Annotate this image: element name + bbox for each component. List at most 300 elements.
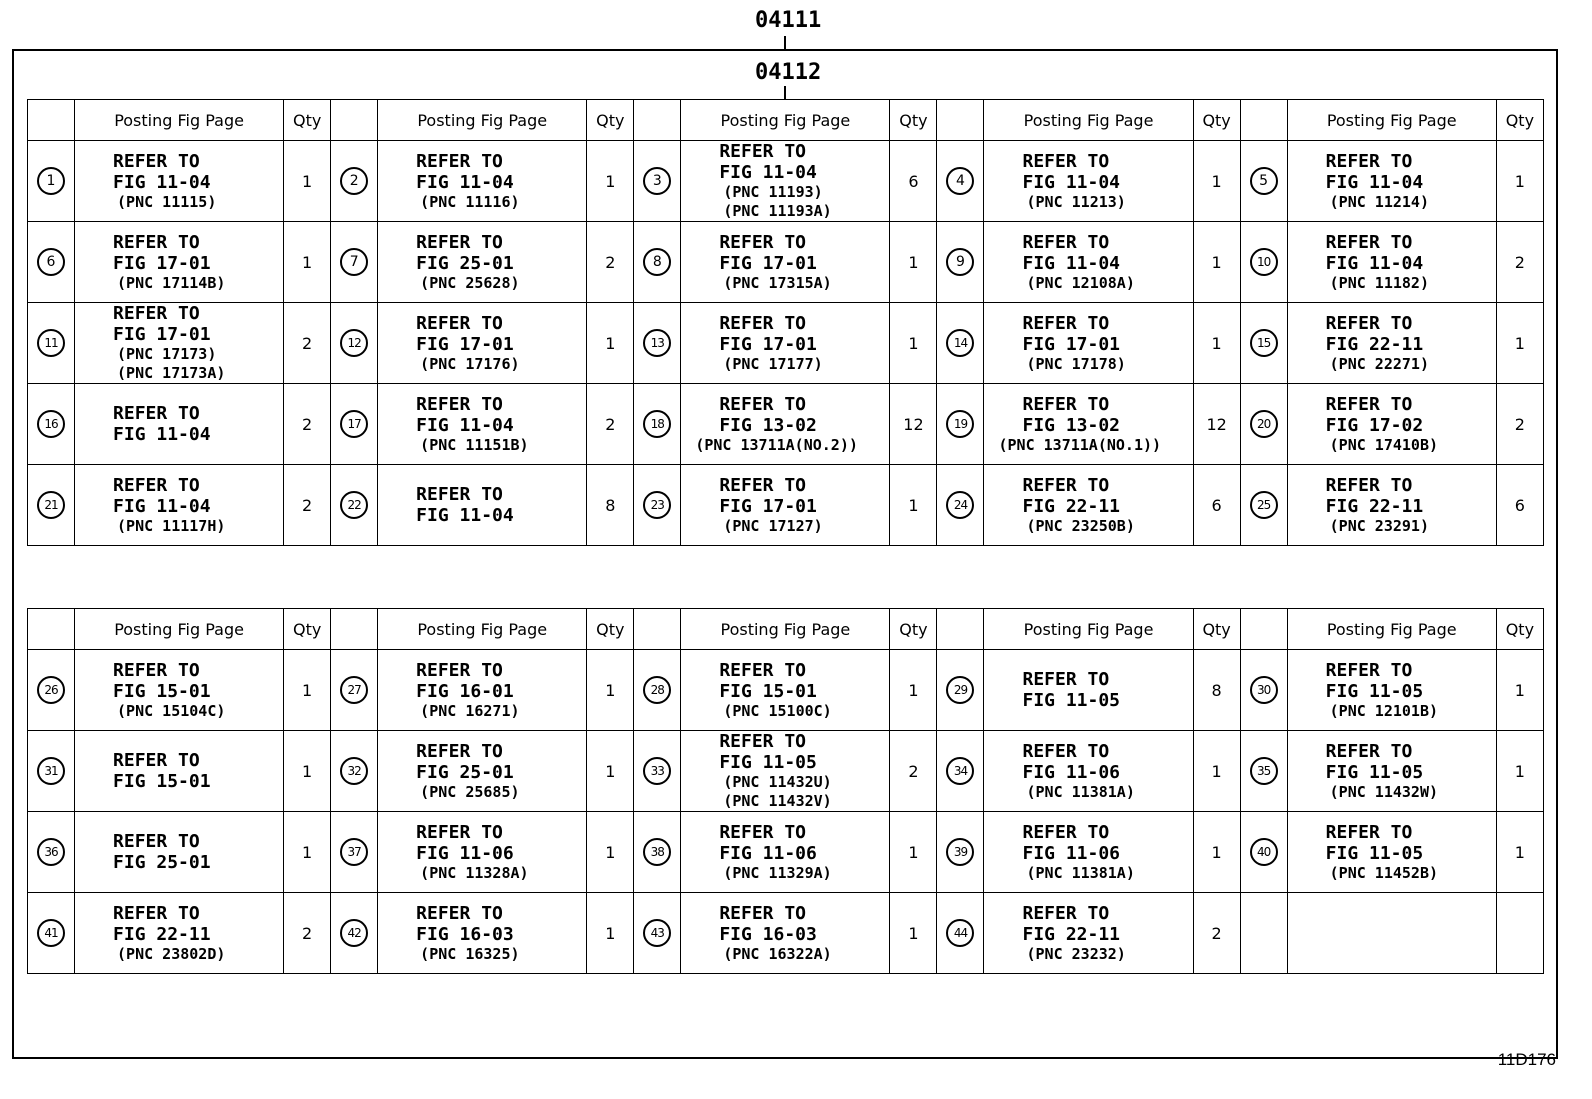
item-number-cell (28, 384, 75, 465)
fig-reference: FIG 17-01 (1022, 333, 1121, 355)
pnc-number: (PNC 16325) (420, 944, 520, 963)
item-number-circle: 4 (946, 167, 974, 195)
item-number-circle: 19 (946, 410, 974, 438)
fig-reference: FIG 16-03 (719, 923, 817, 945)
header-posting-fig-page: Posting Fig Page (681, 609, 890, 650)
table-row (28, 141, 1544, 222)
reference-cell (75, 384, 284, 465)
connector-tick-top (784, 36, 786, 49)
item-number-cell (331, 384, 378, 465)
header-qty: Qty (1496, 100, 1543, 141)
fig-reference: FIG 16-03 (416, 923, 514, 945)
fig-reference: FIG 22-11 (1022, 923, 1121, 945)
reference-cell (75, 731, 284, 812)
item-number-circle: 8 (643, 248, 671, 276)
qty-cell: 1 (587, 893, 634, 974)
fig-reference: FIG 11-04 (1022, 171, 1121, 193)
item-number-circle: 23 (643, 491, 671, 519)
item-number-circle: 26 (37, 676, 65, 704)
qty-cell: 12 (1193, 384, 1240, 465)
fig-reference: FIG 25-01 (416, 761, 514, 783)
reference-cell (681, 303, 890, 384)
item-number-cell (28, 141, 75, 222)
item-number-cell (937, 222, 984, 303)
reference-cell (75, 141, 284, 222)
refer-to-text: REFER TO (416, 740, 503, 762)
header-blank-cell (634, 100, 681, 141)
reference-cell (378, 384, 587, 465)
refer-to-text: REFER TO (113, 659, 200, 681)
item-number-cell (937, 731, 984, 812)
fig-reference: FIG 11-04 (1325, 171, 1424, 193)
header-qty: Qty (1496, 609, 1543, 650)
refer-to-text: REFER TO (1022, 669, 1110, 690)
refer-to-text: REFER TO (1325, 821, 1413, 843)
item-number-cell (937, 141, 984, 222)
refer-to-text: REFER TO (416, 484, 503, 505)
pnc-number: (PNC 11117H) (117, 516, 226, 535)
reference-cell (75, 465, 284, 546)
reference-cell (75, 812, 284, 893)
qty-cell: 1 (1193, 222, 1240, 303)
qty-cell: 1 (1193, 141, 1240, 222)
fig-reference: FIG 11-04 (719, 162, 817, 183)
item-number-cell (1240, 384, 1287, 465)
qty-cell: 1 (284, 731, 331, 812)
item-number-circle: 24 (946, 491, 974, 519)
item-number-circle: 10 (1250, 248, 1278, 276)
refer-to-text: REFER TO (1022, 150, 1110, 172)
reference-cell (681, 893, 890, 974)
pnc-number: (PNC 25628) (420, 273, 520, 292)
pnc-number: (PNC 15100C) (723, 701, 832, 720)
assembly-code-04111: 04111 (755, 8, 822, 33)
item-number-circle: 12 (340, 329, 368, 357)
item-number-circle: 2 (340, 167, 368, 195)
item-number-circle: 31 (37, 757, 65, 785)
refer-to-text: REFER TO (1325, 474, 1413, 496)
table-row (28, 731, 1544, 812)
qty-cell: 1 (1193, 812, 1240, 893)
item-number-circle: 16 (37, 410, 65, 438)
pnc-number: (PNC 11115) (117, 192, 217, 211)
pnc-number: (PNC 17176) (420, 354, 520, 373)
pnc-number: (PNC 15104C) (117, 701, 226, 720)
header-posting-fig-page: Posting Fig Page (378, 100, 587, 141)
qty-cell: 2 (1496, 222, 1543, 303)
reference-cell (984, 731, 1193, 812)
item-number-cell (1240, 465, 1287, 546)
fig-reference: FIG 22-11 (1325, 333, 1424, 355)
item-number-cell (1240, 303, 1287, 384)
reference-cell (984, 812, 1193, 893)
table-row (28, 303, 1544, 384)
fig-reference: FIG 17-01 (719, 495, 817, 517)
fig-reference: FIG 17-02 (1325, 414, 1424, 436)
item-number-circle: 44 (946, 919, 974, 947)
refer-to-text: REFER TO (1325, 393, 1413, 415)
item-number-cell (1240, 812, 1287, 893)
refer-to-text: REFER TO (719, 141, 807, 162)
item-number-circle: 40 (1250, 838, 1278, 866)
refer-to-text: REFER TO (416, 393, 503, 415)
fig-reference: FIG 17-01 (719, 333, 817, 355)
item-number-circle: 6 (37, 248, 65, 276)
qty-cell: 1 (890, 812, 937, 893)
refer-to-text: REFER TO (113, 902, 200, 924)
reference-table-1 (27, 99, 1544, 546)
pnc-number: (PNC 11213) (1026, 192, 1126, 211)
item-number-circle: 32 (340, 757, 368, 785)
reference-cell (681, 384, 890, 465)
reference-cell (75, 303, 284, 384)
fig-reference: FIG 11-04 (1022, 252, 1121, 274)
table-row (28, 893, 1544, 974)
item-number-cell (634, 465, 681, 546)
item-number-circle: 22 (340, 491, 368, 519)
table-row (28, 465, 1544, 546)
item-number-cell (331, 731, 378, 812)
refer-to-text: REFER TO (113, 831, 200, 852)
pnc-number: (PNC 11193) (723, 183, 823, 201)
fig-reference: FIG 22-11 (1325, 495, 1424, 517)
qty-cell: 1 (1193, 303, 1240, 384)
table-row (28, 650, 1544, 731)
qty-cell: 1 (587, 812, 634, 893)
assembly-code-04112: 04112 (755, 60, 822, 85)
reference-table-2 (27, 608, 1544, 974)
item-number-circle: 3 (643, 167, 671, 195)
item-number-cell (634, 650, 681, 731)
reference-cell (75, 650, 284, 731)
refer-to-text: REFER TO (1022, 312, 1110, 334)
reference-cell (984, 141, 1193, 222)
refer-to-text: REFER TO (113, 150, 200, 172)
item-number-cell (331, 222, 378, 303)
refer-to-text: REFER TO (113, 303, 200, 324)
qty-cell: 2 (587, 384, 634, 465)
qty-cell: 1 (587, 650, 634, 731)
item-number-cell (331, 650, 378, 731)
header-blank-cell (331, 609, 378, 650)
item-number-circle: 1 (37, 167, 65, 195)
refer-to-text: REFER TO (1325, 740, 1413, 762)
header-posting-fig-page: Posting Fig Page (984, 609, 1193, 650)
refer-to-text: REFER TO (1325, 659, 1413, 681)
refer-to-text: REFER TO (113, 231, 200, 253)
item-number-circle: 25 (1250, 491, 1278, 519)
reference-cell (1287, 465, 1496, 546)
fig-reference: FIG 11-04 (416, 171, 514, 193)
qty-cell: 1 (284, 222, 331, 303)
header-posting-fig-page: Posting Fig Page (681, 100, 890, 141)
pnc-number: (PNC 11381A) (1026, 863, 1135, 882)
header-qty: Qty (284, 609, 331, 650)
refer-to-text: REFER TO (1022, 740, 1110, 762)
item-number-cell (634, 731, 681, 812)
item-number-cell (634, 893, 681, 974)
reference-cell (1287, 650, 1496, 731)
item-number-cell (28, 303, 75, 384)
pnc-number: (PNC 17177) (723, 354, 823, 373)
pnc-number: (PNC 25685) (420, 782, 520, 801)
item-number-circle: 39 (946, 838, 974, 866)
pnc-number: (PNC 16322A) (723, 944, 832, 963)
reference-cell (681, 731, 890, 812)
refer-to-text: REFER TO (1022, 393, 1110, 415)
item-number-cell (937, 465, 984, 546)
reference-cell (681, 650, 890, 731)
reference-cell (984, 303, 1193, 384)
item-number-circle: 15 (1250, 329, 1278, 357)
table-row (28, 222, 1544, 303)
item-number-circle: 13 (643, 329, 671, 357)
qty-cell: 1 (1496, 141, 1543, 222)
qty-cell (1496, 893, 1543, 974)
item-number-cell (1240, 893, 1287, 974)
refer-to-text: REFER TO (416, 902, 503, 924)
header-posting-fig-page: Posting Fig Page (1287, 100, 1496, 141)
pnc-number: (PNC 13711A(NO.1)) (998, 435, 1162, 454)
item-number-cell (937, 812, 984, 893)
refer-to-text: REFER TO (719, 902, 807, 924)
table-row (28, 384, 1544, 465)
fig-reference: FIG 11-06 (1022, 842, 1121, 864)
qty-cell: 8 (587, 465, 634, 546)
header-blank-cell (28, 100, 75, 141)
qty-cell: 2 (587, 222, 634, 303)
fig-reference: FIG 11-04 (416, 505, 514, 526)
header-qty: Qty (1193, 100, 1240, 141)
refer-to-text: REFER TO (113, 750, 200, 771)
reference-cell (378, 893, 587, 974)
pnc-number: (PNC 13711A(NO.2)) (695, 435, 858, 454)
header-posting-fig-page: Posting Fig Page (75, 609, 284, 650)
pnc-number: (PNC 16271) (420, 701, 520, 720)
item-number-circle: 17 (340, 410, 368, 438)
header-posting-fig-page: Posting Fig Page (1287, 609, 1496, 650)
fig-reference: FIG 25-01 (416, 252, 514, 274)
item-number-cell (28, 222, 75, 303)
item-number-cell (937, 650, 984, 731)
fig-reference: FIG 17-01 (416, 333, 514, 355)
header-qty: Qty (587, 609, 634, 650)
connector-tick-sub (784, 86, 786, 99)
refer-to-text: REFER TO (416, 150, 503, 172)
qty-cell: 1 (1496, 731, 1543, 812)
reference-cell (75, 893, 284, 974)
header-qty: Qty (890, 609, 937, 650)
qty-cell: 2 (890, 731, 937, 812)
item-number-cell (331, 812, 378, 893)
qty-cell: 1 (1193, 731, 1240, 812)
header-blank-cell (331, 100, 378, 141)
qty-cell: 2 (284, 384, 331, 465)
table-header-row (28, 609, 1544, 650)
reference-cell (378, 303, 587, 384)
qty-cell: 2 (1496, 384, 1543, 465)
pnc-number: (PNC 17114B) (117, 273, 226, 292)
fig-reference: FIG 11-06 (416, 842, 514, 864)
header-blank-cell (937, 100, 984, 141)
reference-cell (984, 465, 1193, 546)
item-number-cell (634, 141, 681, 222)
item-number-circle: 36 (37, 838, 65, 866)
fig-reference: FIG 11-06 (719, 842, 817, 864)
header-posting-fig-page: Posting Fig Page (984, 100, 1193, 141)
pnc-number: (PNC 11432W) (1329, 782, 1439, 801)
pnc-number: (PNC 12101B) (1329, 701, 1439, 720)
fig-reference: FIG 11-05 (719, 752, 817, 773)
fig-reference: FIG 22-11 (113, 923, 211, 945)
item-number-cell (331, 465, 378, 546)
refer-to-text: REFER TO (416, 659, 503, 681)
reference-cell (984, 893, 1193, 974)
header-blank-cell (1240, 609, 1287, 650)
pnc-number: (PNC 11116) (420, 192, 520, 211)
header-blank-cell (1240, 100, 1287, 141)
item-number-circle: 27 (340, 676, 368, 704)
header-qty: Qty (284, 100, 331, 141)
item-number-circle: 29 (946, 676, 974, 704)
header-posting-fig-page: Posting Fig Page (75, 100, 284, 141)
item-number-cell (634, 812, 681, 893)
pnc-number: (PNC 11182) (1329, 273, 1429, 292)
fig-reference: FIG 11-05 (1325, 842, 1424, 864)
item-number-cell (331, 893, 378, 974)
fig-reference: FIG 11-04 (1325, 252, 1424, 274)
reference-cell (1287, 893, 1496, 974)
pnc-number: (PNC 23232) (1026, 944, 1126, 963)
item-number-circle: 18 (643, 410, 671, 438)
refer-to-text: REFER TO (1022, 821, 1110, 843)
fig-reference: FIG 25-01 (113, 852, 211, 873)
reference-cell (1287, 731, 1496, 812)
refer-to-text: REFER TO (1022, 902, 1110, 924)
reference-cell (984, 384, 1193, 465)
fig-reference: FIG 13-02 (1022, 414, 1121, 436)
qty-cell: 1 (890, 222, 937, 303)
qty-cell: 6 (890, 141, 937, 222)
fig-reference: FIG 22-11 (1022, 495, 1121, 517)
reference-cell (681, 812, 890, 893)
pnc-number: (PNC 11328A) (420, 863, 529, 882)
item-number-cell (937, 893, 984, 974)
pnc-number: (PNC 17178) (1026, 354, 1126, 373)
fig-reference: FIG 11-04 (416, 414, 514, 436)
item-number-circle: 35 (1250, 757, 1278, 785)
qty-cell: 1 (1496, 812, 1543, 893)
item-number-circle: 28 (643, 676, 671, 704)
refer-to-text: REFER TO (1325, 312, 1413, 334)
header-blank-cell (937, 609, 984, 650)
reference-cell (1287, 222, 1496, 303)
qty-cell: 1 (284, 141, 331, 222)
refer-to-text: REFER TO (719, 231, 807, 253)
qty-cell: 8 (1193, 650, 1240, 731)
header-posting-fig-page: Posting Fig Page (378, 609, 587, 650)
qty-cell: 2 (284, 893, 331, 974)
pnc-number: (PNC 22271) (1329, 354, 1429, 373)
pnc-number: (PNC 17173) (117, 345, 217, 363)
pnc-number: (PNC 23250B) (1026, 516, 1135, 535)
table-header-row (28, 100, 1544, 141)
pnc-number: (PNC 17315A) (723, 273, 832, 292)
reference-cell (75, 222, 284, 303)
refer-to-text: REFER TO (719, 393, 807, 415)
item-number-cell (331, 303, 378, 384)
fig-reference: FIG 11-05 (1325, 680, 1424, 702)
item-number-circle: 30 (1250, 676, 1278, 704)
item-number-circle: 33 (643, 757, 671, 785)
item-number-circle: 20 (1250, 410, 1278, 438)
reference-cell (378, 141, 587, 222)
header-qty: Qty (890, 100, 937, 141)
refer-to-text: REFER TO (719, 659, 807, 681)
qty-cell: 2 (284, 303, 331, 384)
qty-cell: 12 (890, 384, 937, 465)
refer-to-text: REFER TO (719, 312, 807, 334)
item-number-cell (28, 812, 75, 893)
fig-reference: FIG 13-02 (719, 414, 817, 436)
fig-reference: FIG 11-04 (113, 424, 211, 445)
qty-cell: 1 (890, 650, 937, 731)
reference-cell (378, 465, 587, 546)
refer-to-text: REFER TO (719, 731, 807, 752)
refer-to-text: REFER TO (1325, 150, 1413, 172)
pnc-number: (PNC 11381A) (1026, 782, 1135, 801)
reference-cell (378, 222, 587, 303)
refer-to-text: REFER TO (1325, 231, 1413, 253)
qty-cell: 6 (1496, 465, 1543, 546)
figure-code: 11D176 (1497, 1050, 1556, 1069)
qty-cell: 1 (890, 303, 937, 384)
pnc-number: (PNC 11432V) (723, 792, 832, 810)
fig-reference: FIG 17-01 (113, 324, 211, 345)
header-qty: Qty (587, 100, 634, 141)
item-number-circle: 11 (37, 329, 65, 357)
qty-cell: 1 (284, 812, 331, 893)
refer-to-text: REFER TO (719, 821, 807, 843)
item-number-cell (937, 303, 984, 384)
reference-cell (378, 731, 587, 812)
qty-cell: 1 (1496, 303, 1543, 384)
fig-reference: FIG 17-01 (113, 252, 211, 274)
refer-to-text: REFER TO (416, 312, 503, 334)
item-number-circle: 14 (946, 329, 974, 357)
pnc-number: (PNC 23291) (1329, 516, 1429, 535)
refer-to-text: REFER TO (416, 231, 503, 253)
pnc-number: (PNC 11214) (1329, 192, 1429, 211)
qty-cell: 1 (587, 141, 634, 222)
item-number-circle: 34 (946, 757, 974, 785)
item-number-cell (28, 465, 75, 546)
reference-cell (1287, 141, 1496, 222)
fig-reference: FIG 11-05 (1325, 761, 1424, 783)
header-blank-cell (634, 609, 681, 650)
reference-cell (378, 650, 587, 731)
fig-reference: FIG 11-06 (1022, 761, 1121, 783)
item-number-circle: 5 (1250, 167, 1278, 195)
reference-cell (1287, 812, 1496, 893)
fig-reference: FIG 17-01 (719, 252, 817, 274)
item-number-cell (331, 141, 378, 222)
item-number-cell (1240, 731, 1287, 812)
qty-cell: 1 (284, 650, 331, 731)
reference-cell (681, 222, 890, 303)
item-number-cell (1240, 222, 1287, 303)
reference-cell (1287, 303, 1496, 384)
